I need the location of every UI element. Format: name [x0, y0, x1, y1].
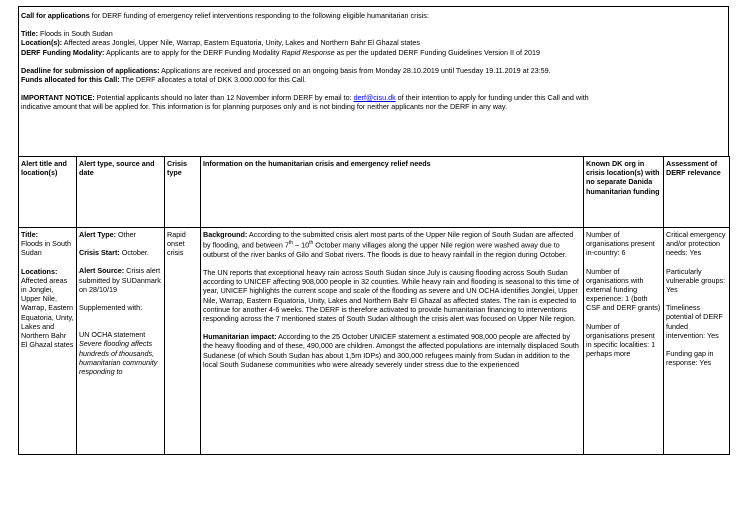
cell-alert-title: Title: Floods in South Sudan Locations: Affected areas in Jonglei, Upper Nile, Warrap, Eastern Equatoria, Unity, Lakes and Northern Bahr El Ghazal states: [19, 228, 77, 455]
cell-crisis-type: Rapid onset crisis: [165, 228, 201, 455]
cell-assessment: Critical emergency and/or protection needs: Yes Particularly vulnerable groups: Yes Timeliness potential of DERF funded intervention: Yes Funding gap in response: Yes: [664, 228, 730, 455]
table-header-row: [19, 157, 730, 228]
header-information: Information on the humanitarian crisis and emergency relief needs: [201, 157, 584, 228]
email-link[interactable]: derf@cisu.dk: [353, 93, 396, 103]
call-line: Call for applications for DERF funding of emergency relief interventions responding to the following eligible humanitarian crisis:: [21, 11, 429, 20]
deadline-line: Deadline for submission of applications: Applications are received and processed on an ongoing basis from Monday 28.10.2019 until Tuesday 19.11.2019 at 23:59.: [21, 65, 551, 75]
crisis-table: [18, 156, 730, 455]
location-line: Location(s): Affected areas Jonglei, Upper Nile, Warrap, Eastern Equatoria, Unity, Lakes and Northern Bahr El Ghazal states: [21, 38, 420, 48]
header-alert-type: Alert type, source and date: [77, 157, 165, 228]
cell-alert-type: Alert Type: Other Crisis Start: October. Alert Source: Crisis alert submitted by SUDanmark on 28/10/19 Supplemented with: UN OCHA statement Severe flooding affects hundreds of thousands, humanitarian community responding to: [77, 228, 165, 455]
funds-line: Funds allocated for this Call: The DERF allocates a total of DKK 3.000.000 for this Call.: [21, 75, 307, 85]
cell-information: Background: According to the submitted crisis alert most parts of the Upper Nile region of South Sudan are affected by flooding, and between 7th – 10th October many villages along the upper Nile region were washed away due to outburst of the river banks of Gilo and Sobat rivers. The floods is due to heavy rainfall in the region during October. The UN reports that exceptional heavy rain across South Sudan since July is causing flooding across South Sudan according to UNICEF affecting 908,000 people in 32 counties. While heavy rain and flooding is seasonal to this time of year, UNICEF highlights the current scope and scale of the flooding as severe and UN OCHA identifies Jonglei, Upper Nile, Warrap, Eastern Equatoria, Unity, Lakes and Northern Bahr El Ghazal as affected states. The rain is expected to continue for another 4-6 weeks. The DERF is therefore activated to provide humanitarian financing to interventions responding across the 7 mentioned states of South Sudan although the crisis alert was focused on Upper Nile region. Humanitarian impact: According to the 25 October UNICEF statement a estimated 908,000 people are affected by the heavy flooding and of these, 490,000 are children. Amongst the affected populations are internally displaced South Sudanese (of which South Sudan has about 1,5m IDPs) and 300,000 refugees mainly from Sudan in addition to the local South Sudanese communities who were already severely under stress due to the experienced: [201, 228, 584, 455]
notice-line: IMPORTANT NOTICE: Potential applicants should no later than 12 November inform DERF by email to: derf@cisu.dk of their intention to apply for funding under this Call and with: [21, 93, 589, 103]
table-row: [19, 228, 730, 455]
call-info-box: [18, 6, 729, 157]
header-crisis-type: Crisis type: [165, 157, 201, 228]
cell-known-dk-org: Number of organisations present in-country: 6 Number of organisations with external funding experience: 1 (both CSF and DERF grants) Number of organisations present in specific localities: 1 perhaps more: [584, 228, 664, 455]
header-known-dk-org: Known DK org in crisis location(s) with no separate Danida humanitarian funding: [584, 157, 664, 228]
title-line: Title: Floods in South Sudan: [21, 29, 113, 39]
notice-line-2: indicative amount that will be applied for. This information is for planning purposes only and is not binding for neither applicants nor the DERF in any way.: [21, 102, 507, 112]
modality-line: DERF Funding Modality: Applicants are to apply for the DERF Funding Modality Rapid Response as per the updated DERF Funding Guidelines Version II of 2019: [21, 47, 540, 57]
header-alert-title: Alert title and location(s): [19, 157, 77, 228]
header-assessment: Assessment of DERF relevance: [664, 157, 730, 228]
document-page: [18, 0, 729, 470]
